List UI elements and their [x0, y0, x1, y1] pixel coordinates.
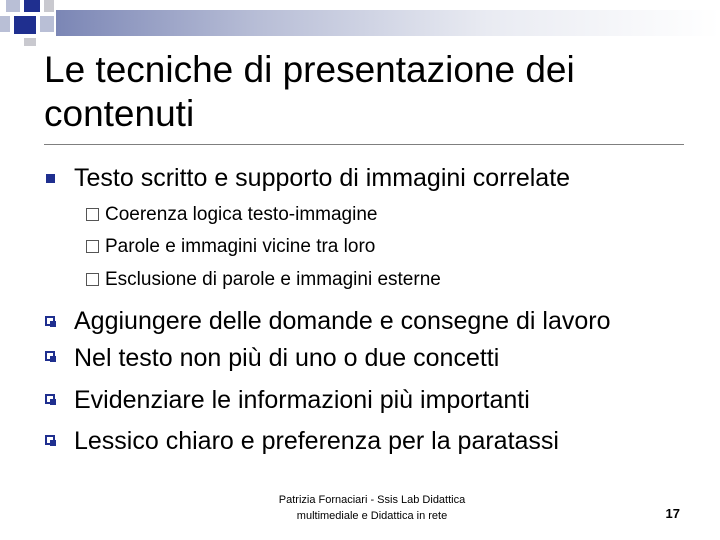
sub-bullet-text: Esclusione di parole e immagini esterne — [105, 269, 441, 290]
sub-bullet-item — [86, 269, 441, 291]
decor-square — [40, 16, 54, 32]
q-bullet-icon — [45, 351, 55, 361]
slide-title: Le tecniche di presentazione dei contenuti — [44, 49, 575, 134]
checkbox-bullet-icon — [86, 240, 99, 253]
checkbox-bullet-icon — [86, 273, 99, 286]
q-bullet-icon — [45, 316, 55, 326]
decor-square — [14, 16, 36, 34]
decor-square — [44, 0, 54, 12]
decor-square — [0, 16, 10, 32]
sub-bullet-text: Parole e immagini vicine tra loro — [105, 236, 376, 257]
main-bullet-text: Testo scritto e supporto di immagini correlate — [74, 164, 571, 192]
decor-square — [24, 38, 36, 46]
slide-footer — [252, 492, 492, 524]
q-bullet-icon — [45, 435, 55, 445]
decor-square — [24, 0, 40, 12]
header-gradient-band — [56, 10, 720, 36]
sub-bullet-item — [86, 236, 375, 258]
title-divider — [44, 144, 684, 145]
square-bullet-icon — [46, 174, 55, 183]
sub-bullet-text: Coerenza logica testo-immagine — [105, 204, 378, 225]
footer-line: Patrizia Fornaciari - Ssis Lab Didattica — [278, 494, 466, 506]
q-bullet-text: Evidenziare le informazioni più importanti — [74, 386, 530, 414]
decor-square — [6, 0, 20, 12]
checkbox-bullet-icon — [86, 208, 99, 221]
page-number: 17 — [665, 506, 680, 521]
sub-bullet-item — [86, 204, 377, 226]
q-bullet-icon — [45, 394, 55, 404]
q-bullet-text: Nel testo non più di uno o due concetti — [74, 344, 500, 372]
q-bullet-text: Aggiungere delle domande e consegne di lavoro — [74, 307, 611, 335]
q-bullet-text: Lessico chiaro e preferenza per la paratassi — [74, 427, 559, 455]
footer-line: multimediale e Didattica in rete — [296, 510, 448, 522]
